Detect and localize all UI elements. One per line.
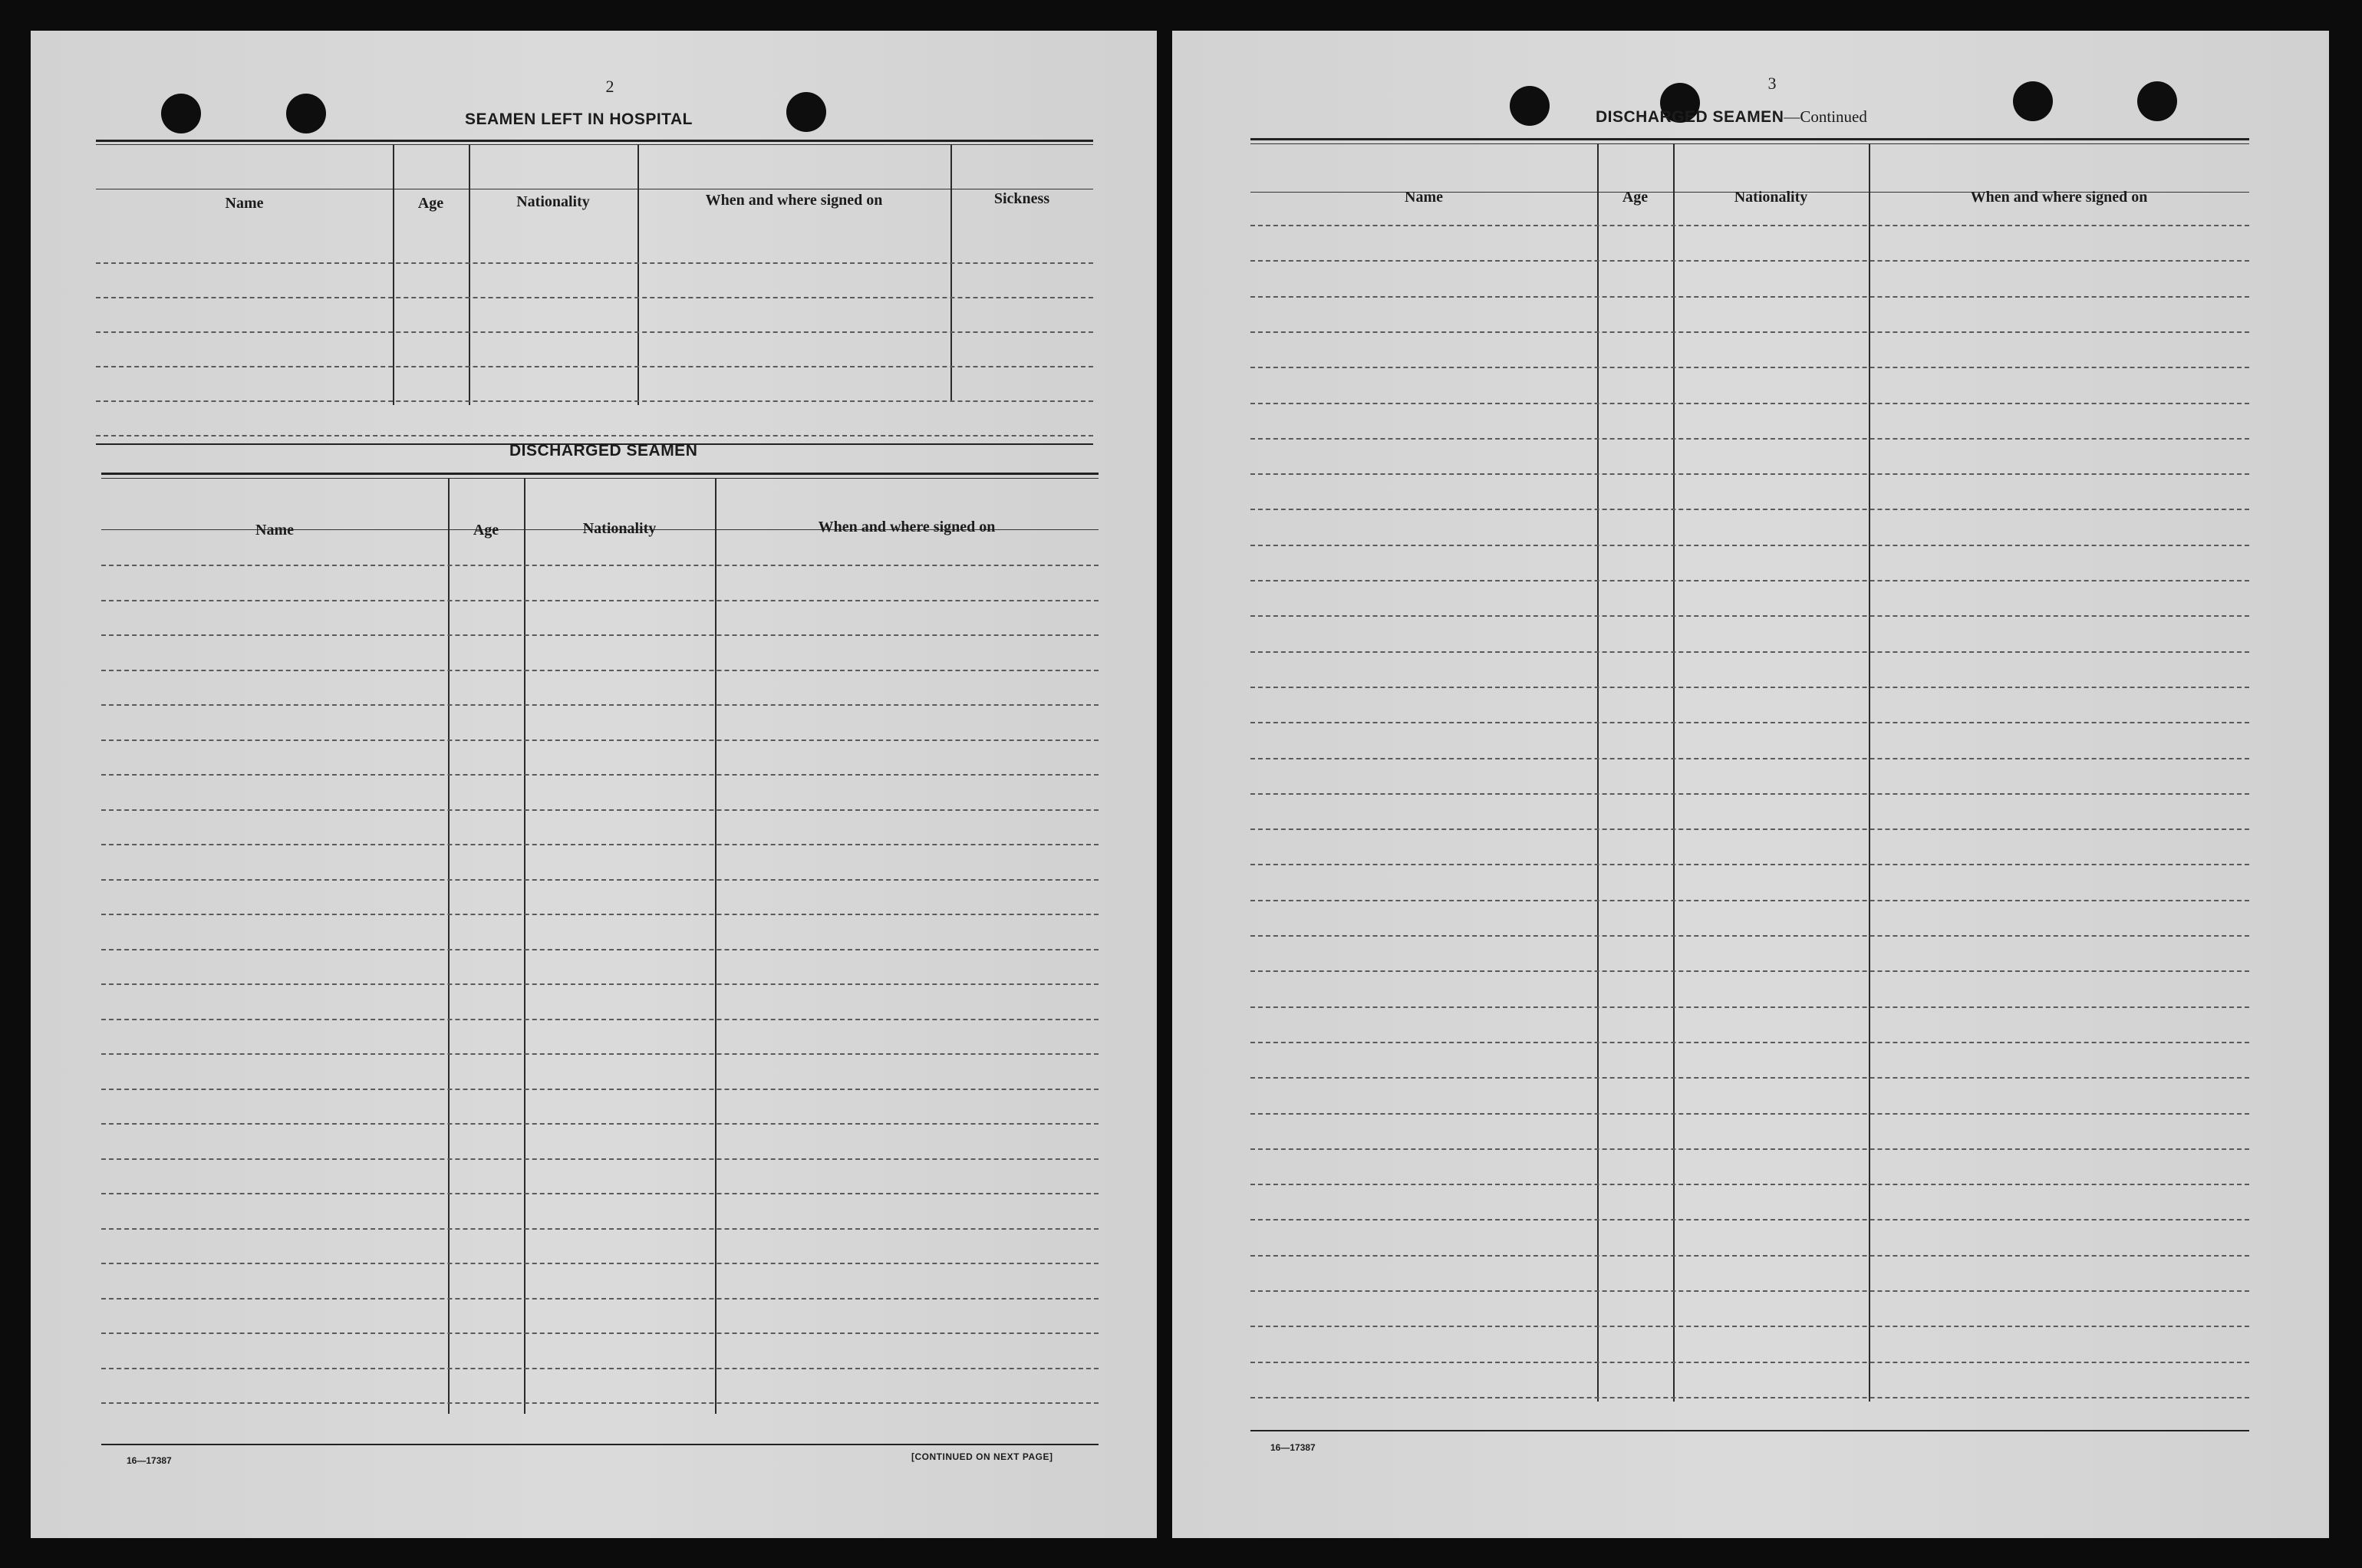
blank-row [1250, 1397, 2249, 1398]
blank-row [96, 400, 1093, 402]
blank-row [101, 1402, 1099, 1404]
column-header-sickness: Sickness [993, 190, 1050, 207]
blank-row [1250, 296, 2249, 298]
blank-row [1250, 864, 2249, 865]
blank-row [1250, 1077, 2249, 1079]
title-continued: —Continued [1784, 107, 1867, 126]
blank-row [101, 774, 1099, 776]
left-page [31, 31, 1157, 1538]
column-header-signed-on: When and where signed on [1970, 189, 2148, 206]
hospital-table-title: SEAMEN LEFT IN HOSPITAL [465, 110, 693, 128]
blank-row [1250, 1219, 2249, 1220]
blank-row [101, 1263, 1099, 1264]
form-number: 16—17387 [127, 1455, 172, 1466]
blank-row [1250, 687, 2249, 688]
punch-hole [2013, 81, 2053, 121]
blank-row [1250, 1255, 2249, 1257]
blank-row [1250, 473, 2249, 475]
table-rule [1250, 1430, 2249, 1431]
blank-row [1250, 828, 2249, 830]
blank-row [1250, 1042, 2249, 1043]
right-page [1172, 31, 2329, 1538]
table-rule [101, 1444, 1099, 1445]
blank-row [101, 914, 1099, 915]
blank-row [1250, 651, 2249, 653]
column-header-name: Name [225, 195, 264, 212]
punch-hole [161, 94, 201, 133]
blank-row [1250, 722, 2249, 723]
table-rule [1250, 138, 2249, 140]
blank-row [1250, 793, 2249, 795]
continued-note: [CONTINUED ON NEXT PAGE] [911, 1451, 1053, 1462]
column-header-age: Age [473, 522, 499, 539]
blank-row [1250, 438, 2249, 440]
column-header-age: Age [417, 195, 444, 212]
blank-row [1250, 580, 2249, 581]
blank-row [101, 634, 1099, 636]
table-rule [1250, 143, 2249, 144]
blank-row [101, 600, 1099, 601]
blank-row [101, 740, 1099, 741]
discharged-table-title: DISCHARGED SEAMEN [509, 442, 698, 460]
continued-table-title [1596, 107, 1867, 127]
table-rule [101, 473, 1099, 475]
column-header-signed-on: When and where signed on [818, 519, 996, 535]
page-number: 2 [605, 77, 614, 96]
blank-row [1250, 1326, 2249, 1327]
blank-row [96, 366, 1093, 367]
blank-row [1250, 367, 2249, 368]
blank-row [1250, 970, 2249, 972]
blank-row [1250, 225, 2249, 226]
column-header-nationality: Nationality [1734, 189, 1808, 206]
blank-row [101, 1368, 1099, 1369]
column-header-signed-on: When and where signed on [705, 192, 883, 209]
column-header-name: Name [255, 522, 294, 539]
hospital-table [96, 140, 1093, 448]
blank-row [1250, 260, 2249, 262]
blank-row [1250, 900, 2249, 901]
column-header-nationality: Nationality [516, 193, 590, 210]
blank-row [1250, 1148, 2249, 1150]
blank-row [101, 1053, 1099, 1055]
blank-row [101, 565, 1099, 566]
discharged-continued-table [1250, 138, 2249, 1442]
blank-row [1250, 615, 2249, 617]
punch-hole [286, 94, 326, 133]
blank-row [101, 1193, 1099, 1194]
column-divider [950, 144, 952, 401]
blank-row [1250, 1290, 2249, 1292]
blank-row [1250, 509, 2249, 510]
blank-row [101, 1298, 1099, 1300]
blank-row [1250, 1006, 2249, 1008]
column-header-age: Age [1622, 189, 1649, 206]
blank-row [101, 1019, 1099, 1020]
blank-row [1250, 1184, 2249, 1185]
blank-row [101, 1332, 1099, 1334]
blank-row [96, 435, 1093, 436]
blank-row [101, 670, 1099, 671]
punch-hole [1510, 86, 1550, 126]
blank-row [101, 1228, 1099, 1230]
table-rule [101, 478, 1099, 479]
form-number: 16—17387 [1270, 1442, 1316, 1453]
blank-row [1250, 935, 2249, 937]
blank-row [1250, 1113, 2249, 1115]
discharged-table [101, 473, 1099, 1448]
column-header-nationality: Nationality [582, 520, 657, 537]
blank-row [1250, 403, 2249, 404]
title-main: DISCHARGED SEAMEN [1596, 108, 1784, 126]
blank-row [96, 262, 1093, 264]
blank-row [101, 809, 1099, 811]
blank-row [101, 1089, 1099, 1090]
blank-row [96, 297, 1093, 298]
blank-row [101, 1123, 1099, 1125]
punch-hole [2137, 81, 2177, 121]
punch-hole [786, 92, 826, 132]
blank-row [1250, 545, 2249, 546]
blank-row [1250, 1362, 2249, 1363]
blank-row [101, 704, 1099, 706]
blank-row [96, 331, 1093, 333]
table-rule [96, 140, 1093, 142]
column-divider [524, 478, 525, 1414]
blank-row [101, 844, 1099, 845]
column-divider [448, 478, 450, 1414]
blank-row [101, 949, 1099, 950]
table-rule [96, 144, 1093, 145]
blank-row [101, 983, 1099, 985]
blank-row [1250, 331, 2249, 333]
blank-row [101, 1158, 1099, 1160]
page-number: 3 [1767, 74, 1777, 93]
column-divider [715, 478, 717, 1414]
blank-row [101, 879, 1099, 881]
blank-row [1250, 758, 2249, 759]
column-header-name: Name [1405, 189, 1443, 206]
